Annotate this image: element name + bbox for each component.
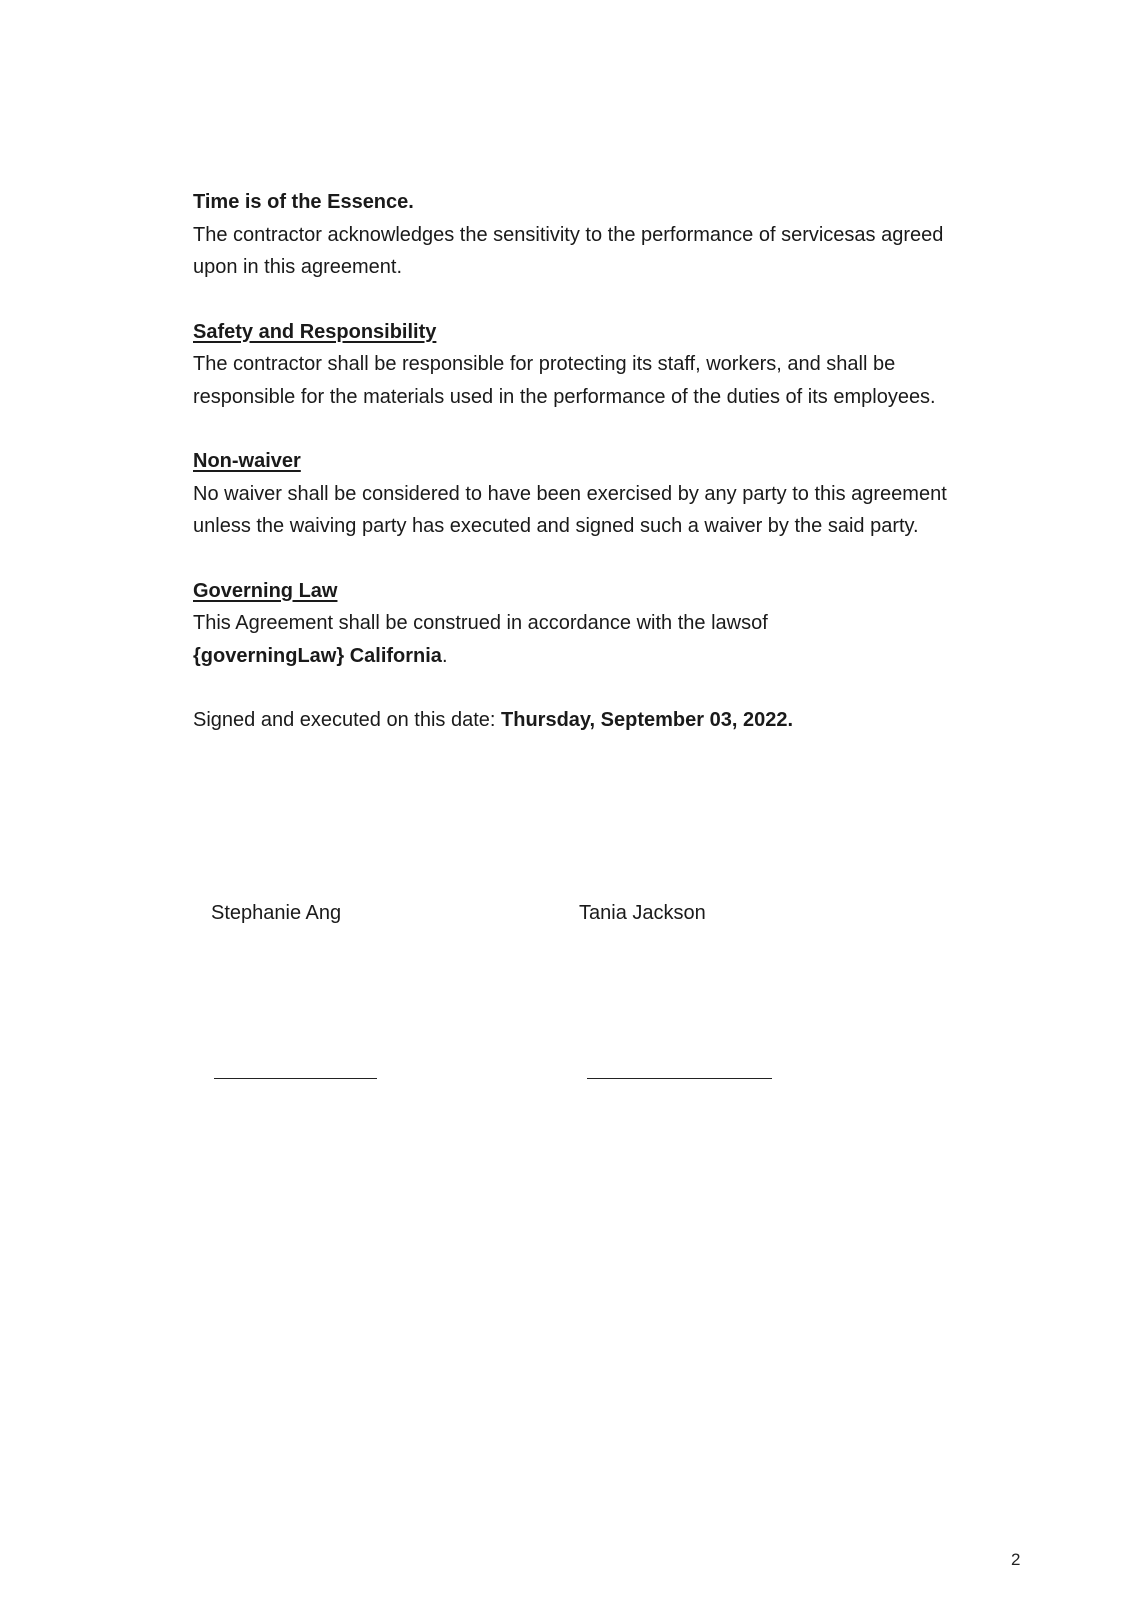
governing-law-text: This Agreement shall be construed in accordance with the lawsof [193, 612, 768, 634]
page-number: 2 [1011, 1550, 1021, 1569]
section-non-waiver [193, 445, 953, 543]
section-safety [193, 316, 953, 414]
section-body [193, 607, 953, 672]
signed-date: Thursday, September 03, 2022. [501, 709, 793, 731]
section-body: The contractor shall be responsible for protecting its staff, workers, and shall be responsible for the materials used in the performance of the duties of its employees. [193, 353, 936, 408]
signed-date-line [193, 704, 953, 737]
signatory-right-name: Tania Jackson [579, 902, 706, 924]
section-governing-law [193, 575, 953, 673]
section-heading: Time is of the Essence. [193, 191, 414, 213]
section-body: The contractor acknowledges the sensitivity to the performance of servicesas agreed upon in this agreement. [193, 223, 944, 278]
signature-line-left [214, 1078, 377, 1079]
governing-law-value: {governingLaw} California [193, 644, 442, 667]
signatory-left-name: Stephanie Ang [211, 902, 342, 924]
section-heading: Governing Law [193, 579, 338, 602]
signature-line-right [587, 1078, 772, 1079]
section-heading: Safety and Responsibility [193, 320, 437, 343]
document-content [193, 186, 953, 769]
section-time-essence [193, 186, 953, 284]
section-body: No waiver shall be considered to have been exercised by any party to this agreement unless the waiving party has executed and signed such a waiver by the said party. [193, 482, 947, 537]
section-heading: Non-waiver [193, 450, 301, 472]
signed-label: Signed and executed on this date: [193, 709, 496, 731]
governing-law-period: . [441, 644, 448, 667]
